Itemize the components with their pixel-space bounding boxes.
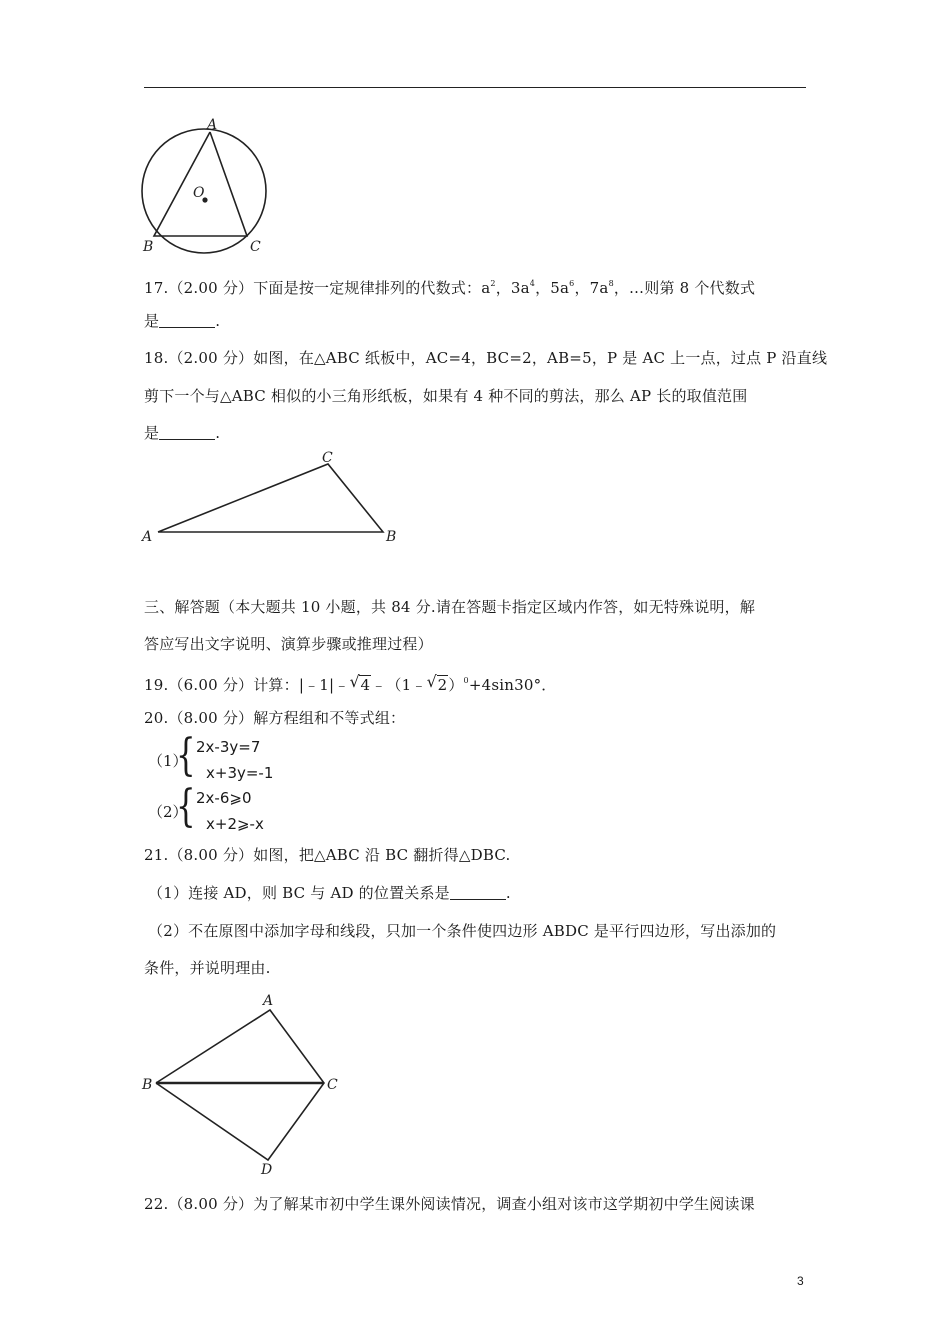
label-b: B — [386, 529, 397, 545]
q20-part2-label: （2） — [148, 803, 188, 821]
label-c: C — [250, 239, 261, 255]
q17-term-2: $3a^4$ — [510, 279, 536, 297]
q17-line2: 是 . — [144, 312, 221, 330]
label-c: C — [327, 1077, 338, 1093]
q18-line2: 剪下一个与△ABC 相似的小三角形纸板，如果有 4 种不同的剪法，那么 AP 长的取值范围 — [144, 387, 748, 405]
q22-line1: 22.（8.00 分）为了解某市初中学生课外阅读情况，调查小组对该市这学期初中学生阅读课 — [144, 1195, 755, 1213]
header-rule — [144, 87, 806, 88]
q17-head: 17.（2.00 分）下面是按一定规律排列的代数式： — [144, 279, 482, 297]
triangle-figure-18 — [138, 448, 408, 548]
quadrilateral-abdc — [156, 1010, 324, 1160]
q20-head: 20.（8.00 分）解方程组和不等式组： — [144, 709, 406, 727]
section3-line1: 三、解答题（本大题共 10 小题，共 84 分.请在答题卡指定区域内作答，如无特殊说明，解 — [144, 598, 756, 616]
q20-system-1 — [148, 730, 348, 784]
label-c: C — [322, 450, 333, 466]
q21-part2-line1: （2）不在原图中添加字母和线段，只加一个条件使四边形 ABDC 是平行四边形，写出添加的 — [148, 922, 777, 940]
label-a: A — [207, 117, 218, 133]
q19-sqrt-2: √ 2 — [426, 672, 448, 694]
q19-abs: |﹣1| — [298, 676, 335, 694]
q20-system-2 — [148, 781, 348, 835]
q19-line: 19.（6.00 分）计算：|﹣1|﹣ √ 4﹣（1﹣ √ 2）$^0$+4sin30°． — [144, 672, 557, 694]
triangle-abc — [154, 132, 247, 236]
kite-figure-21 — [138, 988, 358, 1178]
q20-part1-eq1: 2x-3y=7 — [196, 738, 261, 756]
label-b: B — [143, 239, 154, 255]
q19-sqrt-4: √ 4 — [349, 672, 371, 694]
brace-icon: { — [176, 730, 196, 781]
q18-answer-blank — [159, 425, 215, 440]
q21-head: 21.（8.00 分）如图，把△ABC 沿 BC 翻折得△DBC. — [144, 846, 511, 864]
triangle-abc — [158, 464, 383, 532]
page-number: 3 — [797, 1274, 804, 1288]
q21-part2-line2: 条件，并说明理由. — [144, 959, 271, 977]
q20-part1-eq2: x+3y=-1 — [206, 764, 274, 782]
label-d: D — [261, 1162, 273, 1178]
label-o: O — [193, 185, 205, 201]
q18-line1: 18.（2.00 分）如图，在△ABC 纸板中，AC=4，BC=2，AB=5，P 是 AC 上一点，过点 P 沿直线 — [144, 349, 828, 367]
q20-part2-eq2: x+2⩾-x — [206, 815, 264, 833]
q17-term-3: $5a^6$ — [550, 279, 575, 297]
q20-part1-label: （1） — [148, 752, 188, 770]
label-a: A — [263, 993, 274, 1009]
label-b: B — [142, 1077, 153, 1093]
q17-answer-blank — [159, 313, 215, 328]
circle-triangle-figure — [138, 115, 268, 255]
q20-part2-eq1: 2x-6⩾0 — [196, 789, 252, 807]
q18-line3: 是 . — [144, 424, 221, 442]
q17-tail: ，…则第 8 个代数式 — [613, 279, 756, 297]
section3-line2: 答应写出文字说明、演算步骤或推理过程） — [144, 635, 433, 653]
brace-icon: { — [176, 781, 196, 832]
q17-term-4: $7a^8$ — [589, 279, 614, 297]
label-a: A — [142, 529, 153, 545]
q17-term-1: $a^2$ — [481, 279, 496, 297]
q17-line1: 17.（2.00 分）下面是按一定规律排列的代数式：$a^2$，$3a^4$，$5a^6$，$7a^8$，…则第 8 个代数式 — [144, 279, 756, 297]
q21-part1: （1）连接 AD，则 BC 与 AD 的位置关系是 . — [148, 884, 511, 902]
q21-answer-blank — [450, 885, 506, 900]
